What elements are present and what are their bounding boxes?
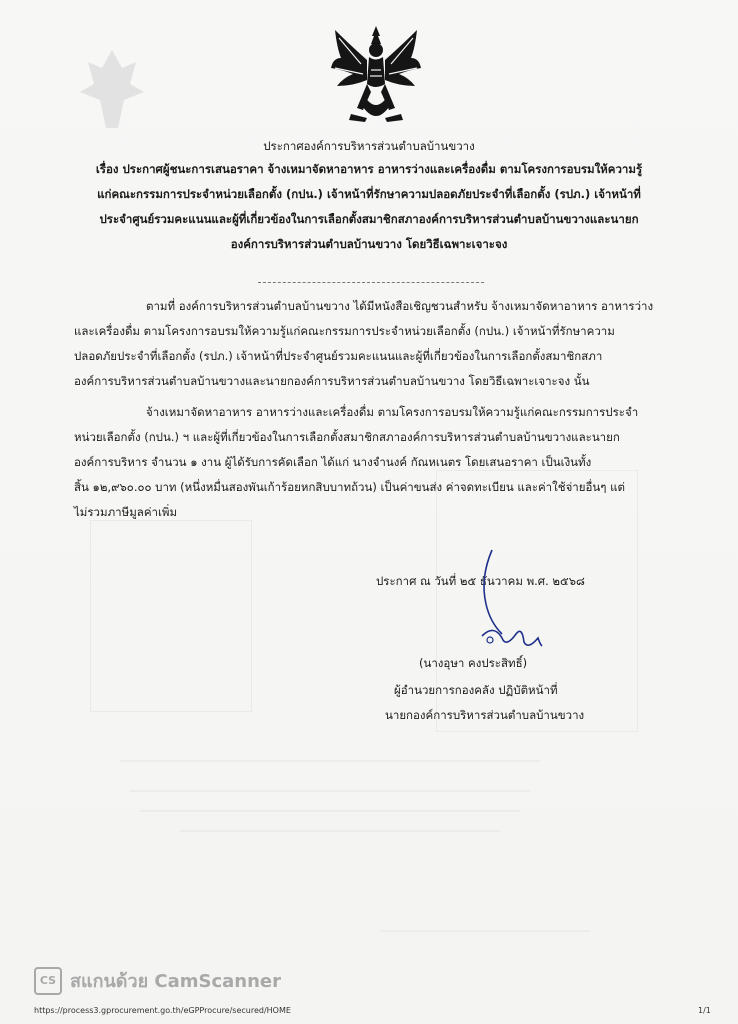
camscanner-logo-icon: CS — [34, 967, 62, 995]
para1-line-1: ตามที่ องค์การบริหารส่วนตำบลบ้านขวาง ได้มีหนังสือเชิญชวนสำหรับ จ้างเหมาจัดหาอาหาร อาหารว่าง — [146, 299, 654, 313]
announcement-date: ประกาศ ณ วันที่ ๒๕ ธันวาคม พ.ศ. ๒๕๖๘ — [376, 574, 585, 588]
subject-line-1: เรื่อง ประกาศผู้ชนะการเสนอราคา จ้างเหมาจัดหาอาหาร อาหารว่างและเครื่องดื่ม ตามโครงการอบรมให้ความรู้ — [95, 162, 643, 176]
subject-line-3: ประจำศูนย์รวมคะแนนและผู้ที่เกี่ยวข้องในการเลือกตั้งสมาชิกสภาองค์การบริหารส่วนตำบลบ้านขวางและนายก — [99, 212, 639, 226]
para2-line-1: จ้างเหมาจัดหาอาหาร อาหารว่างและเครื่องดื่ม ตามโครงการอบรมให้ความรู้แก่คณะกรรมการประจำ — [146, 405, 639, 419]
subject-line-2: แก่คณะกรรมการประจำหน่วยเลือกตั้ง (กปน.) เจ้าหน้าที่รักษาความปลอดภัยประจำที่เลือกตั้ง (รปภ.) เจ้าหน้าที่ — [97, 187, 641, 201]
para1-line-3: ปลอดภัยประจำที่เลือกตั้ง (รปภ.) เจ้าหน้าที่ประจำศูนย์รวมคะแนนและผู้ที่เกี่ยวข้องในการเลือกตั้งสมาชิกสภา — [74, 349, 603, 363]
para2-line-3: องค์การบริหาร จำนวน ๑ งาน ผู้ได้รับการคัดเลือก ได้แก่ นางจำนงค์ กัณหเนตร โดยเสนอราคา เป็นเงินทั้ง — [74, 455, 592, 469]
ghost-line — [130, 790, 530, 792]
para2-line-2: หน่วยเลือกตั้ง (กปน.) ฯ และผู้ที่เกี่ยวข้องในการเลือกตั้งสมาชิกสภาองค์การบริหารส่วนตำบลบ้านขวางและนายก — [74, 430, 620, 444]
para1-line-4: องค์การบริหารส่วนตำบลบ้านขวางและนายกองค์การบริหารส่วนตำบลบ้านขวาง โดยวิธีเฉพาะเจาะจง นั้น — [74, 374, 590, 388]
para2-line-4: สิ้น ๑๒,๙๖๐.๐๐ บาท (หนึ่งหมื่นสองพันเก้าร้อยหกสิบบาทถ้วน) เป็นค่าขนส่ง ค่าจดทะเบียน และค่าใช้จ่ายอื่นๆ แต่ — [74, 480, 625, 494]
subject-line-4: องค์การบริหารส่วนตำบลบ้านขวาง โดยวิธีเฉพาะเจาะจง — [230, 237, 508, 251]
ghost-garuda-emblem — [72, 44, 152, 134]
signer-name: (นางอุษา คงประสิทธิ์) — [419, 656, 528, 670]
signer-position-1: ผู้อำนวยการกองคลัง ปฏิบัติหน้าที่ — [394, 683, 558, 697]
ghost-box — [90, 520, 252, 712]
para2-line-5: ไม่รวมภาษีมูลค่าเพิ่ม — [74, 505, 178, 519]
ghost-line — [380, 930, 590, 932]
announcement-title: ประกาศองค์การบริหารส่วนตำบลบ้านขวาง — [263, 139, 475, 153]
ghost-line — [120, 760, 540, 762]
handwritten-signature — [476, 548, 546, 658]
ghost-line — [180, 830, 500, 832]
signer-position-2: นายกองค์การบริหารส่วนตำบลบ้านขวาง — [385, 708, 585, 722]
garuda-emblem — [327, 24, 425, 130]
camscanner-watermark — [34, 966, 281, 995]
camscanner-label: สแกนด้วย CamScanner — [70, 971, 282, 992]
separator-line — [258, 282, 484, 283]
footer-url: https://process3.gprocurement.go.th/eGPProcure/secured/HOME — [34, 1006, 291, 1015]
footer-page-number: 1/1 — [698, 1006, 711, 1015]
ghost-line — [140, 810, 520, 812]
para1-line-2: และเครื่องดื่ม ตามโครงการอบรมให้ความรู้แก่คณะกรรมการประจำหน่วยเลือกตั้ง (กปน.) เจ้าหน้าที่รักษาความ — [74, 324, 615, 338]
